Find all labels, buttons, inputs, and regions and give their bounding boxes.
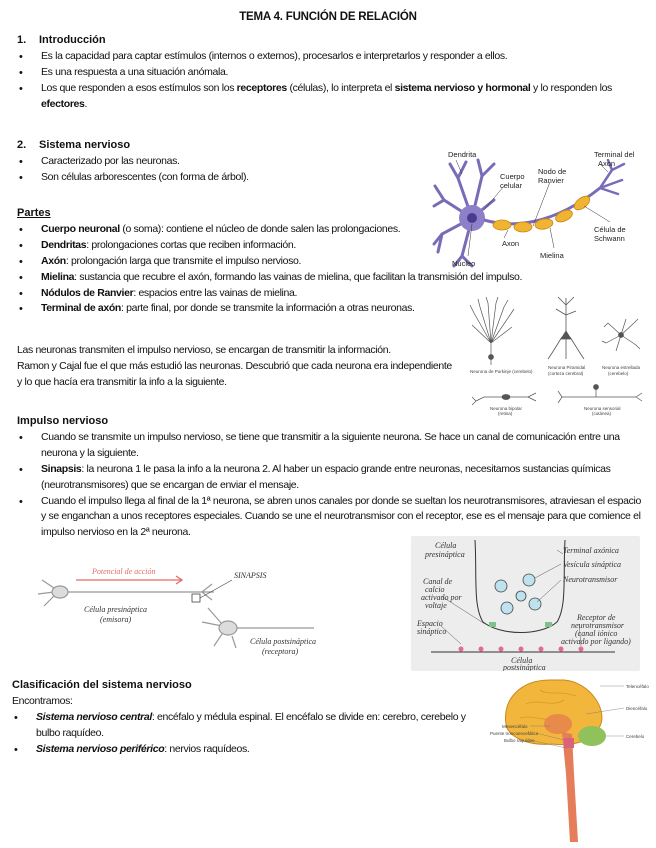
label-pre: Célula presináptica bbox=[84, 605, 148, 614]
label-post: Célula bbox=[511, 656, 533, 665]
list-item bbox=[17, 301, 477, 317]
desc: : encéfalo y médula espinal. El encéfalo se divide en: cerebro, cerebelo y bulbo raquídeo. bbox=[36, 710, 466, 739]
action-potential-arrow-icon bbox=[76, 576, 182, 584]
impulso-list bbox=[17, 430, 642, 542]
desc: : prolongación larga que transmite el impulso nervioso. bbox=[65, 254, 302, 267]
label-estrellada-2: (cerebelo) bbox=[608, 371, 629, 376]
sn-list bbox=[17, 154, 417, 186]
calcium-channel-icon bbox=[489, 622, 552, 627]
sn-section bbox=[17, 137, 417, 186]
paragraph: Ramon y Cajal fue el que más estudió las neuronas. Descubrió que cada neurona era independiente y lo que hacía era transmitir la info a la siguiente. bbox=[17, 359, 452, 388]
presynaptic-neuron-icon bbox=[38, 580, 214, 606]
synapse-detail-diagram bbox=[411, 536, 640, 671]
label-bulbo: Bulbo raquídeo bbox=[504, 738, 535, 743]
pyramidal-neuron-icon bbox=[548, 297, 584, 359]
intro-heading bbox=[17, 32, 642, 49]
bipolar-neuron-icon bbox=[472, 393, 536, 405]
label-pre-2: presináptica bbox=[425, 550, 465, 559]
brainstem-icon bbox=[564, 738, 574, 748]
label-potencial: Potencial de acción bbox=[92, 567, 156, 576]
label-dendrita: Dendrita bbox=[448, 150, 477, 159]
list-item bbox=[17, 222, 477, 238]
label-telencefalo: Telencéfalo bbox=[626, 684, 649, 689]
list-item bbox=[12, 710, 487, 742]
label-neuro: Neurotransmisor bbox=[563, 575, 618, 584]
page-title: TEMA 4. FUNCIÓN DE RELACIÓN bbox=[239, 11, 417, 23]
label-pre: Célula bbox=[435, 541, 457, 550]
list-item bbox=[17, 238, 477, 254]
sn-number: 2. bbox=[17, 139, 27, 151]
label-vesicula: Vesícula sináptica bbox=[563, 560, 621, 569]
label-diencefalo: Diencéfalo bbox=[626, 706, 648, 711]
term-periferico: Sistema nervioso periférico bbox=[36, 742, 165, 755]
desc: : prolongaciones cortas que reciben información. bbox=[86, 238, 296, 251]
label-terminal: Terminal del bbox=[594, 150, 635, 159]
text: Los que responden a esos estímulos son los bbox=[41, 81, 237, 94]
label-post: Célula postsináptica bbox=[250, 637, 316, 646]
impulso-heading: Impulso nervioso bbox=[17, 415, 109, 427]
list-item: • Son células arborescentes (con forma de árbol). bbox=[17, 170, 417, 186]
partes-paragraphs bbox=[17, 343, 457, 391]
label-canal-4: voltaje bbox=[425, 601, 447, 610]
clasif-list bbox=[12, 710, 487, 758]
intro-number: 1. bbox=[17, 34, 27, 46]
label-axon: Axon bbox=[502, 239, 520, 248]
intro-section bbox=[17, 32, 642, 113]
synapse-detail-panel bbox=[411, 536, 640, 671]
label-espacio: Espacio bbox=[417, 619, 443, 628]
term-receptores: receptores bbox=[236, 81, 287, 94]
label-terminal-2: Axon bbox=[598, 159, 616, 168]
term-efectores: efectores bbox=[41, 97, 85, 110]
term-sistema: sistema nervioso y hormonal bbox=[394, 81, 531, 94]
label-piramidal: Neurona Piramidal bbox=[548, 365, 586, 370]
label-canal-3: activado por bbox=[421, 593, 462, 602]
label-sinapsis: SINAPSIS bbox=[234, 571, 267, 580]
label-nodo-2: Ranvier bbox=[538, 176, 564, 185]
label-post-2: postsináptica bbox=[503, 663, 546, 671]
label-celula: Célula de bbox=[594, 225, 626, 234]
term: Nódulos de Ranvier bbox=[41, 286, 134, 299]
myelin-icon bbox=[493, 194, 592, 232]
label-celula-2: Schwann bbox=[594, 234, 625, 243]
list-item bbox=[17, 254, 477, 270]
clasif-heading: Clasificación del sistema nervioso bbox=[12, 679, 192, 691]
label-canal-2: calcio bbox=[425, 585, 445, 594]
nucleus-icon bbox=[467, 213, 477, 223]
label-espacio-2: sináptico bbox=[417, 627, 447, 636]
list-item bbox=[17, 270, 523, 286]
label-mielina: Mielina bbox=[540, 251, 564, 260]
purkinje-neuron-icon bbox=[470, 297, 514, 365]
label-bipolar-2: (retina) bbox=[498, 411, 513, 416]
label-estrellada: Neurona estrellada bbox=[602, 365, 641, 370]
list-item bbox=[17, 81, 642, 113]
stellate-neuron-icon bbox=[602, 319, 640, 351]
desc: : nervios raquídeos. bbox=[164, 742, 250, 755]
label-sensorial: Neurona sensorial bbox=[584, 406, 621, 411]
desc: (o soma): contiene el núcleo de donde salen las prolongaciones. bbox=[119, 222, 401, 235]
desc: : parte final, por donde se transmite la información a otras neuronas. bbox=[120, 302, 415, 315]
cerebellum-icon bbox=[578, 726, 606, 746]
term: Axón bbox=[41, 254, 66, 267]
desc: : espacios entre las vainas de mielina. bbox=[133, 286, 298, 299]
clasif-section bbox=[12, 677, 487, 758]
impulso-section bbox=[17, 413, 642, 541]
sn-heading-text: Sistema nervioso bbox=[39, 139, 131, 151]
label-receptor-3: (canal iónico bbox=[575, 629, 618, 638]
list-item: • Es la capacidad para captar estímulos (internos o externos), procesarlos e interpretarlos y responder a ellos. bbox=[17, 49, 642, 65]
desc: : la neurona 1 le pasa la info a la neurona 2. Al haber un espacio grande entre neuronas, necesitamos sustancias químicas (neurotransmisores) que se encargan de enviar el mensaje. bbox=[41, 462, 611, 491]
vesicle-icon bbox=[495, 574, 541, 614]
label-nodo: Nodo de bbox=[538, 167, 567, 176]
label-receptor: Receptor de bbox=[577, 613, 616, 622]
term-sinapsis: Sinapsis bbox=[41, 462, 82, 475]
paragraph: Las neuronas transmiten el impulso nervioso, se encargan de transmitir la información. bbox=[17, 344, 391, 356]
list-item bbox=[12, 742, 487, 758]
label-canal: Canal de bbox=[423, 577, 453, 586]
receptor-icon bbox=[459, 647, 584, 652]
neuron-types-diagram bbox=[466, 293, 646, 418]
label-pre-2: (emisora) bbox=[100, 615, 132, 624]
diencephalon-icon bbox=[544, 714, 572, 734]
spinal-cord-icon bbox=[562, 732, 578, 842]
label-sensorial-2: (cutánea) bbox=[592, 411, 612, 416]
clasif-intro: Encontramos: bbox=[12, 694, 73, 707]
desc: : sustancia que recubre el axón, formando las vainas de mielina, que facilitan la transmisión del impulso. bbox=[74, 270, 523, 283]
term: Mielina bbox=[41, 270, 75, 283]
sn-heading bbox=[17, 137, 417, 154]
list-item: • Cuando se transmite un impulso nervioso, se tiene que transmitir a la siguiente neurona. Se hace un canal de comunicación entre una neurona y la siguiente. bbox=[17, 430, 642, 462]
label-terminal: Terminal axónica bbox=[563, 546, 619, 555]
axon-terminal-outline bbox=[475, 540, 565, 633]
label-receptor-2: neurotransmisor bbox=[571, 621, 625, 630]
intro-list bbox=[17, 49, 642, 113]
term: Dendritas bbox=[41, 238, 87, 251]
text: y lo responden los bbox=[530, 81, 612, 94]
list-item: • Cuando el impulso llega al final de la 1ª neurona, se abren unos canales por donde se sueltan los neurotransmisores, atraviesan el espacio y se enganchan a unos receptores especiales. Cuando se une el neurotransmisor con el receptor, ese es el mensaje para que comience el impulso nervioso en la 2ª neurona. bbox=[17, 494, 642, 542]
label-bipolar: Neurona bipolar bbox=[490, 406, 523, 411]
synapse-box-icon bbox=[192, 594, 200, 602]
sensory-neuron-icon bbox=[558, 385, 642, 404]
label-cerebelo: Cerebelo bbox=[626, 734, 645, 739]
list-item bbox=[17, 286, 477, 302]
label-cuerpo-2: celular bbox=[500, 181, 523, 190]
list-item: • Es una respuesta a una situación anómala. bbox=[17, 65, 642, 81]
list-item bbox=[17, 462, 642, 494]
label-cuerpo: Cuerpo bbox=[500, 172, 525, 181]
neuron-diagram bbox=[432, 148, 642, 270]
term-central: Sistema nervioso central bbox=[36, 710, 152, 723]
label-piramidal-2: (corteza cerebral) bbox=[548, 371, 584, 376]
term: Cuerpo neuronal bbox=[41, 222, 120, 235]
partes-heading: Partes bbox=[17, 207, 51, 219]
text: . bbox=[84, 97, 88, 110]
intro-heading-text: Introducción bbox=[39, 34, 106, 46]
brain-diagram bbox=[490, 674, 652, 842]
label-receptor-4: activado por ligando) bbox=[561, 637, 631, 646]
label-nucleo: Núcleo bbox=[452, 259, 476, 268]
label-purkinje: Neurona de Purkinje (cerebelo) bbox=[470, 369, 533, 374]
label-mesencefalo: Mesencéfalo bbox=[502, 724, 528, 729]
text: (células), lo interpreta el bbox=[286, 81, 395, 94]
synapse-sketch bbox=[32, 552, 322, 662]
label-post-2: (receptora) bbox=[262, 647, 299, 656]
label-puente: Puente troncoencefálico bbox=[490, 731, 539, 736]
list-item: • Caracterizado por las neuronas. bbox=[17, 154, 417, 170]
term: Terminal de axón bbox=[41, 302, 121, 315]
